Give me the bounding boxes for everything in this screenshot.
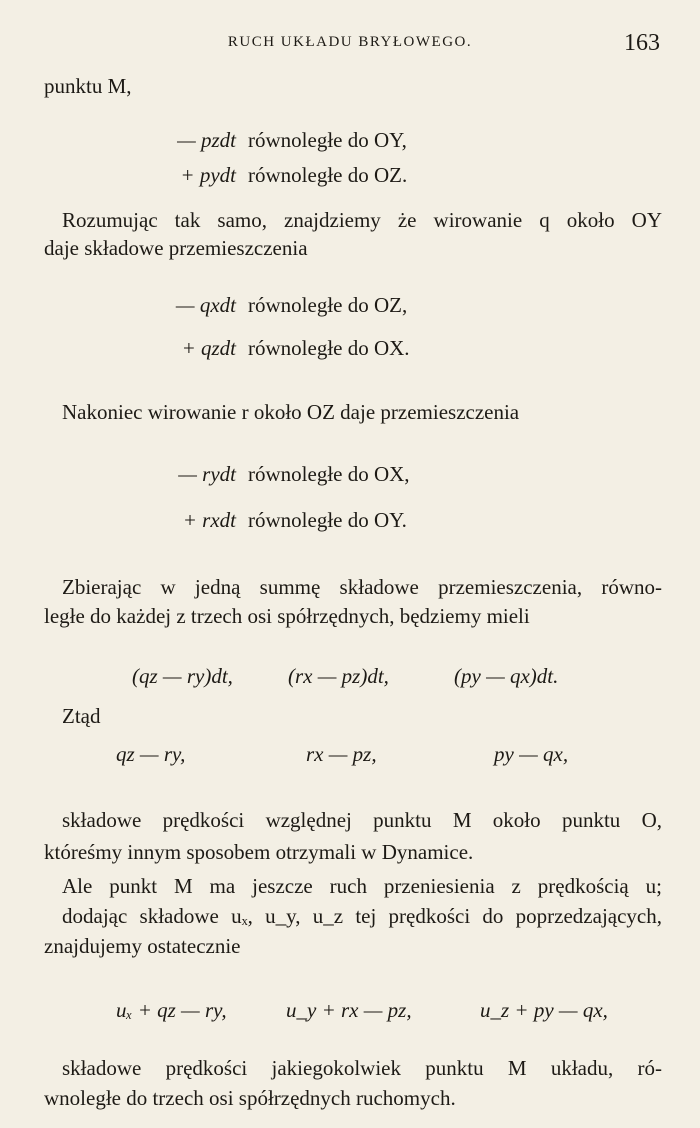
equation-term: — qxdt xyxy=(175,293,236,317)
paragraph-line: Rozumując tak samo, znajdziemy że wirowanie q około OY xyxy=(62,208,662,232)
text-line: Ztąd xyxy=(62,704,101,728)
equation-line xyxy=(140,295,407,316)
equation-term: rx — pz, xyxy=(306,742,377,766)
equation-line xyxy=(140,464,410,485)
paragraph-line: ległe do każdej z trzech osi spółrzędnych, będziemy mieli xyxy=(44,604,530,628)
equation-term: (qz — ry)dt, xyxy=(132,664,233,688)
paragraph-line: znajdujemy ostatecznie xyxy=(44,934,241,958)
equation-text: równoległe do OZ. xyxy=(248,163,408,187)
paragraph-line: dodając składowe uₓ, u_y, u_z tej prędkości do poprzedzających, xyxy=(62,904,662,928)
equation-line xyxy=(140,338,410,359)
equation-term: qz — ry, xyxy=(116,742,186,766)
equation-text: równoległe do OX. xyxy=(248,336,410,360)
equation-term: — rydt xyxy=(178,462,236,486)
equation-term: py — qx, xyxy=(494,742,569,766)
equation-term: uₓ + qz — ry, xyxy=(116,998,227,1022)
paragraph-line: daje składowe przemieszczenia xyxy=(44,236,308,260)
paragraph-line: Ale punkt M ma jeszcze ruch przeniesienia z prędkością u; xyxy=(62,874,662,898)
equation-line xyxy=(140,510,407,531)
equation-text: równoległe do OX, xyxy=(248,462,410,486)
paragraph-line: Zbierając w jedną summę składowe przemieszczenia, równo- xyxy=(62,575,662,599)
paragraph-line: wnoległe do trzech osi spółrzędnych ruchomych. xyxy=(44,1086,456,1110)
equation-line xyxy=(140,130,407,151)
paragraph-line: składowe prędkości względnej punktu M około punktu O, xyxy=(62,808,662,832)
equation-text: równoległe do OY, xyxy=(248,128,407,152)
page-header xyxy=(0,30,700,58)
equation-term: + pydt xyxy=(180,163,236,187)
running-head: RUCH UKŁADU BRYŁOWEGO. xyxy=(227,34,473,50)
equation-term: u_y + rx — pz, xyxy=(286,998,412,1022)
equation-term: + rxdt xyxy=(182,508,236,532)
equation-term: u_z + py — qx, xyxy=(480,998,608,1022)
equation-line xyxy=(140,165,407,186)
text-line: punktu M, xyxy=(44,74,132,98)
equation-term: — pzdt xyxy=(177,128,236,152)
equation-text: równoległe do OY. xyxy=(248,508,407,532)
page-number: 163 xyxy=(624,30,660,56)
equation-text: równoległe do OZ, xyxy=(248,293,408,317)
paragraph-line: któreśmy innym sposobem otrzymali w Dynamice. xyxy=(44,840,474,864)
paragraph-line: składowe prędkości jakiegokolwiek punktu M układu, ró- xyxy=(62,1056,662,1080)
equation-term: (py — qx)dt. xyxy=(454,664,559,688)
equation-term: (rx — pz)dt, xyxy=(288,664,389,688)
paragraph-line: Nakoniec wirowanie r około OZ daje przemieszczenia xyxy=(62,400,520,424)
equation-term: + qzdt xyxy=(181,336,236,360)
